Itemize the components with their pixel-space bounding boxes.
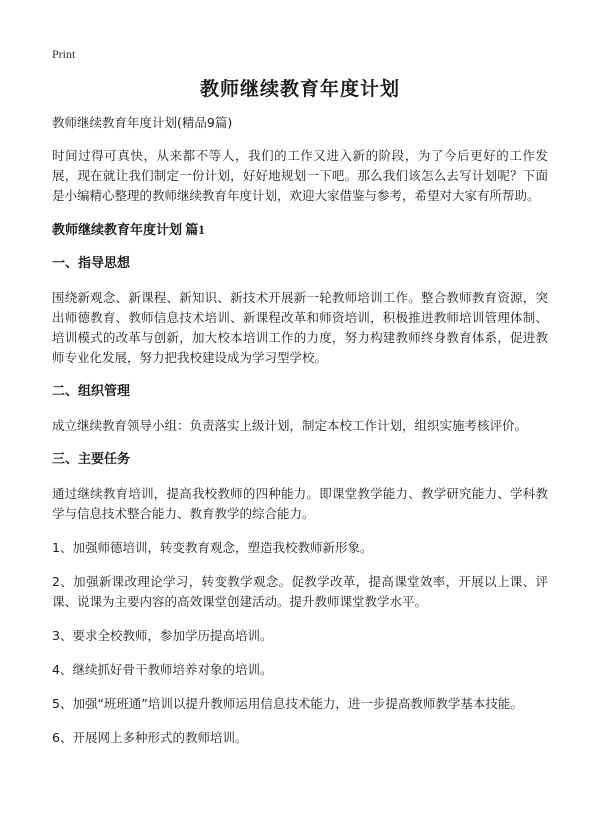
document-title: 教师继续教育年度计划 (199, 78, 400, 100)
print-link[interactable]: Print (52, 47, 76, 61)
task-item: 1、加强师德培训，转变教育观念，塑造我校教师新形象。 (52, 540, 373, 555)
section-paragraph: 通过继续教育培训，提高我校教师的四种能力。即课堂教学能力、教学研究能力、学科教学与信息技术整合能力、教育教学的综合能力。 (52, 486, 548, 521)
section-heading-guiding-ideology: 一、指导思想 (52, 256, 131, 271)
intro-paragraph: 时间过得可真快，从来都不等人，我们的工作又进入新的阶段，为了今后更好的工作发展，现在就让我们制定一份计划，好好地规划一下吧。那么我们该怎么去写计划呢？下面是小编精心整理的教师继续教育年度计划，欢迎大家借鉴与参考，希望对大家有所帮助。 (52, 148, 548, 203)
section-paragraph: 围绕新观念、新课程、新知识、新技术开展新一轮教师培训工作。整合教师教育资源，突出师德教育、教师信息技术培训、新课程改革和师资培训，积极推进教师培训管理体制、培训模式的改革与创新，加大校本培训工作的力度，努力构建教师终身教育体系，促进教师专业化发展，努力把我校建设成为学习型学校。 (52, 290, 548, 365)
task-item: 5、加强“班班通”培训以提升教师运用信息技术能力，进一步提高教师教学基本技能。 (52, 696, 523, 711)
article-heading: 教师继续教育年度计划 篇1 (52, 222, 205, 237)
task-item: 6、开展网上多种形式的教师培训。 (52, 730, 248, 745)
task-item: 4、继续抓好骨干教师培养对象的培训。 (52, 662, 273, 677)
document-subtitle: 教师继续教育年度计划(精品9篇) (52, 115, 233, 130)
section-heading-main-tasks: 三、主要任务 (52, 452, 131, 467)
section-heading-organization: 二、组织管理 (52, 384, 131, 399)
task-item: 3、要求全校教师，参加学历提高培训。 (52, 628, 273, 643)
section-paragraph: 成立继续教育领导小组：负责落实上级计划，制定本校工作计划，组织实施考核评价。 (52, 418, 528, 433)
task-item: 2、加强新课改理论学习，转变教学观念。促教学改革，提高课堂效率，开展以上课、评课、说课为主要内容的高效课堂创建活动。提升教师课堂教学水平。 (52, 574, 548, 609)
